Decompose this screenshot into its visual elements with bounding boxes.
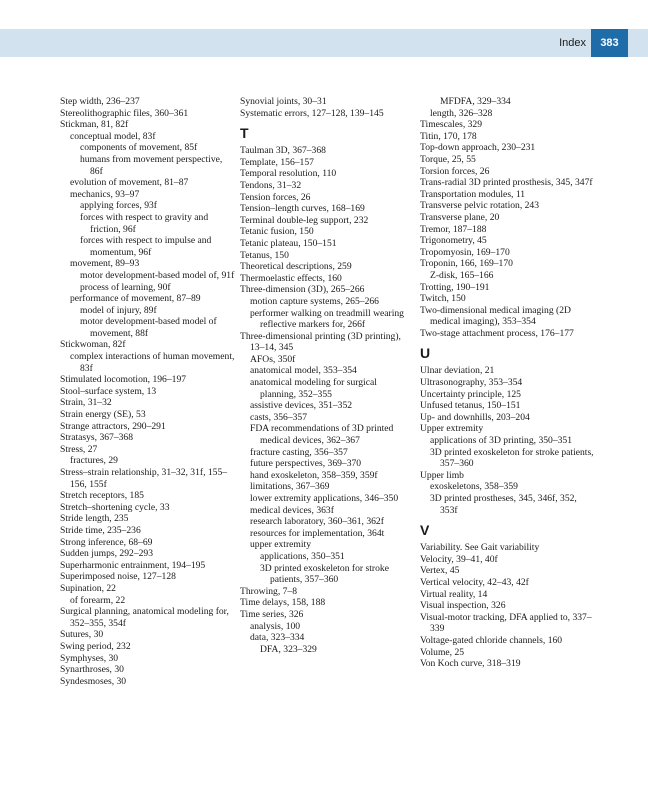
index-subentry: anatomical model, 353–354 [250,365,357,377]
index-subentry: complex interactions of human movement, 83f [70,351,235,374]
index-subentry: research laboratory, 360–361, 362f [250,516,384,528]
index-subentry: applying forces, 93f [80,200,157,212]
index-subentry: assistive devices, 351–352 [250,400,353,412]
index-entry: Ultrasonography, 353–354 [420,377,523,389]
index-entry: Throwing, 7–8 [240,585,298,597]
index-entry: Variability. See Gait variability [420,542,540,554]
index-entry: Visual inspection, 326 [420,600,506,612]
index-entry: Step width, 236–237 [60,96,140,107]
index-entry: Tetanic plateau, 150–151 [240,237,337,249]
index-column-3 [420,96,596,670]
index-subentry: evolution of movement, 81–87 [70,177,189,189]
index-entry: Superharmonic entrainment, 194–195 [60,559,206,571]
index-entry: Theoretical descriptions, 259 [240,261,352,273]
index-subentry: fracture casting, 356–357 [250,446,348,458]
index-entry: Upper extremity [420,423,484,435]
index-subentry: components of movement, 85f [80,142,198,154]
index-subentry: lower extremity applications, 346–350 [250,493,399,504]
index-subentry: medical devices, 363f [250,504,334,516]
index-subentry: AFOs, 350f [250,353,296,365]
index-entry: Time delays, 158, 188 [240,597,326,609]
index-column-2 [240,96,412,655]
index-entry: Time series, 326 [240,608,304,620]
index-entry: Stress, 27 [60,443,98,455]
index-entry: Tension–length curves, 168–169 [240,203,365,215]
index-entry: Unfused tetanus, 150–151 [420,400,521,412]
running-header-section: Index [559,37,586,49]
index-subentry: 3D printed prostheses, 345, 346f, 352, 353f [430,493,577,516]
index-entry: Template, 156–157 [240,156,314,168]
index-subentry: conceptual model, 83f [70,130,156,142]
index-subentry: anatomical modeling for surgical planning, 352–355 [250,377,377,400]
index-subentry: casts, 356–357 [250,411,308,423]
index-entry: Two-stage attachment process, 176–177 [420,327,574,339]
index-entry: Stretch receptors, 185 [60,490,144,502]
index-entry: Transportation modules, 11 [420,188,526,200]
index-subentry: limitations, 367–369 [250,481,330,493]
index-section-letter: V [420,522,430,539]
index-entry: Virtual reality, 14 [420,588,488,600]
index-subentry: motor development-based model of, 91f [80,269,235,281]
index-entry: Velocity, 39–41, 40f [420,553,498,565]
index-entry: Upper limb [420,469,464,481]
index-entry: Uncertainty principle, 125 [420,388,521,400]
index-column-1 [60,96,236,687]
index-subentry: exoskeletons, 358–359 [430,481,518,493]
index-subentry: mechanics, 93–97 [70,188,140,200]
index-entry: Vertical velocity, 42–43, 42f [420,576,529,588]
index-entry: Supination, 22 [60,582,116,594]
index-subentry: analysis, 100 [250,620,301,632]
index-entry: Stimulated locomotion, 196–197 [60,374,187,386]
index-subentry: resources for implementation, 364t [250,527,385,539]
index-entry: Three-dimension (3D), 265–266 [240,284,365,296]
index-entry: Stickwoman, 82f [60,339,126,351]
index-entry: Troponin, 166, 169–170 [420,258,513,270]
index-subentry: humans from movement perspective, 86f [80,153,223,177]
index-entry: Stickman, 81, 82f [60,119,129,131]
index-entry: Terminal double-leg support, 232 [240,214,369,226]
index-entry: Thermoelastic effects, 160 [240,272,342,284]
index-subentry: movement, 89–93 [70,258,140,270]
index-entry: Swing period, 232 [60,640,131,652]
index-entry: Temporal resolution, 110 [240,168,337,180]
index-subentry: DFA, 323–329 [260,643,317,655]
index-entry: Synovial joints, 30–31 [240,96,327,107]
index-subentry: forces with respect to impulse and momentum, 96f [80,235,212,258]
index-entry: Trigonometry, 45 [420,235,487,247]
index-subentry: forces with respect to gravity and friction, 96f [80,211,209,235]
index-entry: Tetanic fusion, 150 [240,226,314,238]
running-header-band [0,29,648,57]
index-entry: Tendons, 31–32 [240,179,302,191]
index-subentry: process of learning, 90f [80,281,171,293]
index-subentry: future perspectives, 369–370 [250,458,362,470]
index-entry: Titin, 170, 178 [420,130,477,142]
index-subentry: applications, 350–351 [260,550,345,562]
index-entry: Stool–surface system, 13 [60,385,157,397]
index-entry: Systematic errors, 127–128, 139–145 [240,107,384,119]
index-entry: Voltage-gated chloride channels, 160 [420,634,563,646]
index-subentry: length, 326–328 [430,107,493,119]
index-subentry: model of injury, 89f [80,304,157,316]
index-entry: Torque, 25, 55 [420,153,476,165]
index-entry: Stereolithographic files, 360–361 [60,107,189,119]
index-entry: Superimposed noise, 127–128 [60,571,176,583]
index-entry: Tetanus, 150 [240,249,289,261]
index-entry: Three-dimensional printing (3D printing), 13–14, 345 [240,330,401,354]
index-subentry: hand exoskeleton, 358–359, 359f [250,469,378,481]
index-entry: Taulman 3D, 367–368 [240,145,326,157]
index-subentry: applications of 3D printing, 350–351 [430,435,573,447]
index-subentry: FDA recommendations of 3D printed medical devices, 362–367 [250,423,394,447]
index-entry: Tension forces, 26 [240,191,311,203]
index-entry: Visual-motor tracking, DFA applied to, 337–339 [420,611,592,635]
index-entry: Top-down approach, 230–231 [420,142,536,154]
index-entry: Two-dimensional medical imaging (2D medical imaging), 353–354 [420,304,571,328]
index-entry: Volume, 25 [420,646,465,658]
index-entry: Strange attractors, 290–291 [60,420,166,432]
index-subentry: performer walking on treadmill wearing reflective markers for, 266f [250,307,404,331]
index-entry: Up- and downhills, 203–204 [420,411,530,423]
index-subentry: upper extremity [250,539,312,551]
index-entry: Vertex, 45 [420,565,460,577]
index-entry: Ulnar deviation, 21 [420,365,495,377]
index-entry: Transverse pelvic rotation, 243 [420,200,540,212]
index-subentry: data, 323–334 [250,632,305,644]
index-entry: Stride time, 235–236 [60,524,141,536]
index-subentry: of forearm, 22 [70,594,126,606]
index-section-letter: T [240,125,249,142]
index-entry: Surgical planning, anatomical modeling for, 352–355, 354f [60,606,229,629]
index-entry: Twitch, 150 [420,293,466,305]
index-entry: Timescales, 329 [420,119,483,131]
index-entry: Sudden jumps, 292–293 [60,548,154,560]
index-entry: Stride length, 235 [60,513,129,525]
index-entry: Tremor, 187–188 [420,223,487,235]
index-entry: Sutures, 30 [60,629,104,641]
index-subentry: motion capture systems, 265–266 [250,295,379,307]
index-entry: Von Koch curve, 318–319 [420,658,521,670]
index-entry: Syndesmoses, 30 [60,675,127,687]
index-subentry: fractures, 29 [70,455,118,467]
index-subentry: motor development-based model of movement, 88f [80,316,217,339]
index-subentry: performance of movement, 87–89 [70,293,201,305]
index-entry: Strain, 31–32 [60,397,112,409]
index-entry: Transverse plane, 20 [420,211,500,223]
index-entry: Trans-radial 3D printed prosthesis, 345, 347f [420,177,593,189]
index-entry: Strong inference, 68–69 [60,536,153,548]
index-subentry: 3D printed exoskeleton for stroke patients, 357–360 [260,562,389,586]
index-entry: Tropomyosin, 169–170 [420,246,510,258]
index-entry: Stress–strain relationship, 31–32, 31f, 155–156, 155f [60,467,228,490]
index-subentry: Z-disk, 165–166 [430,269,494,281]
index-entry: Torsion forces, 26 [420,165,490,177]
index-entry: Synarthroses, 30 [60,664,124,676]
index-subentry: 3D printed exoskeleton for stroke patients, 357–360 [430,446,594,470]
index-entry: Strain energy (SE), 53 [60,409,146,421]
page-number: 383 [591,29,628,57]
index-subentry: MFDFA, 329–334 [440,96,511,107]
index-entry: Stratasys, 367–368 [60,432,134,444]
index-entry: Trotting, 190–191 [420,281,490,293]
index-entry: Stretch–shortening cycle, 33 [60,501,170,513]
index-section-letter: U [420,345,431,362]
index-entry: Symphyses, 30 [60,652,119,664]
